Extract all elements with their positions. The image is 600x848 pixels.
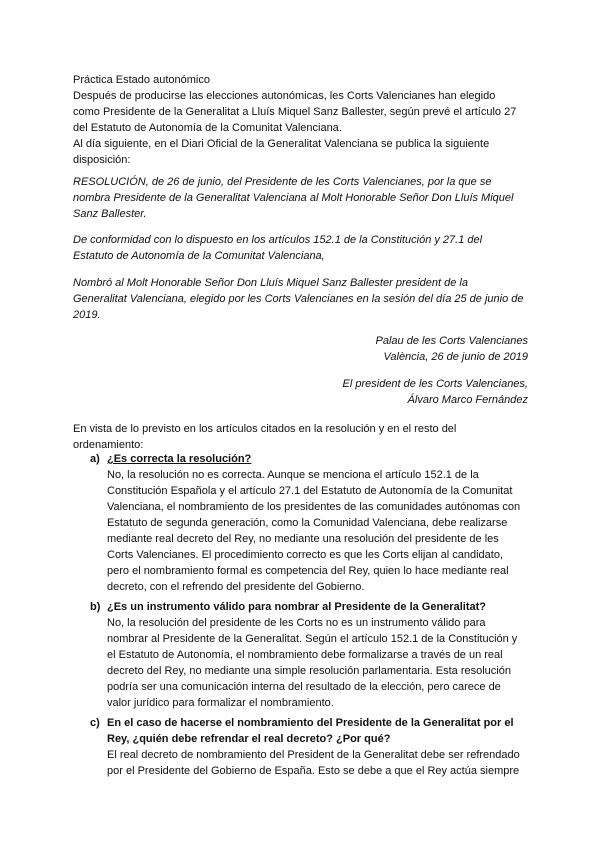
resolution-line: nombra Presidente de la Generalitat Valenciana al Molt Honorable Señor Don Lluís Miquel	[73, 192, 514, 204]
question-heading: Rey, ¿quién debe refrendar el real decreto? ¿Por qué?	[107, 733, 391, 745]
resolution-line: 2019.	[73, 309, 101, 321]
intro-line: Al día siguiente, en el Diari Oficial de la Generalitat Valenciana se publica la siguiente	[73, 138, 490, 150]
resolution-legal-basis	[73, 232, 533, 264]
resolution-line: De conformidad con lo dispuesto en los artículos 152.1 de la Constitución y 27.1 del	[73, 234, 483, 246]
question-letter: c)	[90, 717, 100, 729]
answer-line: decreto del Rey, no mediante una simple resolución parlamentaria. Esta resolución	[107, 665, 511, 677]
intro-line: del Estatuto de Autonomía de la Comunitat Valenciana.	[73, 122, 342, 134]
answer-line: el Estatuto de Autonomía, el nombramiento debe formalizarse a través de un real	[107, 649, 503, 661]
question-heading: ¿Es un instrumento válido para nombrar al Presidente de la Generalitat?	[107, 601, 486, 613]
resolution-place-date	[300, 333, 528, 365]
answer-line: valor jurídico para formalizar el nombramiento.	[107, 697, 334, 709]
resolution-heading	[73, 174, 533, 222]
resolution-line: Generalitat Valenciana, elegido por les Corts Valencianes en la sesión del día 25 de junio de	[73, 293, 524, 305]
intro-paragraph	[73, 88, 533, 168]
resolution-line: Sanz Ballester.	[73, 208, 147, 220]
answer-line: Corts Valencianes. El procedimiento correcto es que les Corts elijan al candidato,	[107, 549, 503, 561]
answer-line: mediante real decreto del Rey, no mediante una resolución del presidente de les	[107, 533, 499, 545]
title-line: Práctica Estado autonómico	[73, 74, 210, 86]
answer-line: No, la resolución del presidente de les Corts no es un instrumento válido para	[107, 617, 486, 629]
question-heading: ¿Es correcta la resolución?	[107, 453, 252, 465]
signature-name: Álvaro Marco Fernández	[407, 394, 528, 406]
answer-line: decreto, con el refrendo del presidente del Gobierno.	[107, 581, 365, 593]
answer-line: pero el nombramiento formal es competencia del Rey, quien lo hace mediante real	[107, 565, 509, 577]
signature-role: El president de les Corts Valencianes,	[342, 378, 528, 390]
answer-line: nombrar al Presidente de la Generalitat. Según el artículo 152.1 de la Constitución y	[107, 633, 518, 645]
answer-line: Constitución Española y el artículo 27.1 del Estatuto de Autonomía de la Comunitat	[107, 485, 513, 497]
question-heading: En el caso de hacerse el nombramiento del Presidente de la Generalitat por el	[107, 717, 514, 729]
question-letter: a)	[90, 453, 100, 465]
answer-line: El real decreto de nombramiento del President de la Generalitat debe ser refrendado	[107, 749, 520, 761]
lead-line: En vista de lo previsto en los artículos citados en la resolución y en el resto del	[73, 423, 457, 435]
questions-lead	[73, 421, 533, 453]
intro-line: Después de producirse las elecciones autonómicas, les Corts Valencianes han elegido	[73, 90, 496, 102]
resolution-signature	[300, 376, 528, 408]
resolution-line: Nombró al Molt Honorable Señor Don Lluís Miquel Sanz Ballester president de la	[73, 277, 468, 289]
answer-line: podría ser una comunicación interna del resultado de la elección, pero carece de	[107, 681, 501, 693]
answer-line: Estatuto de segunda generación, como la Comunidad Valenciana, debe realizarse	[107, 517, 508, 529]
lead-line: ordenamiento:	[73, 439, 144, 451]
intro-line: disposición:	[73, 154, 131, 166]
resolution-line: RESOLUCIÓN, de 26 de junio, del Presidente de les Corts Valencianes, por la que se	[73, 176, 492, 188]
resolution-appointment	[73, 275, 533, 323]
place-line: Palau de les Corts Valencianes	[375, 335, 528, 347]
answer-line: por el Presidente del Gobierno de España. Esto se debe a que el Rey actúa siempre	[107, 765, 520, 777]
date-line: València, 26 de junio de 2019	[383, 351, 528, 363]
intro-line: como Presidente de la Generalitat a Lluís Miquel Sanz Ballester, según prevé el artículo 27	[73, 106, 517, 118]
answer-line: No, la resolución no es correcta. Aunque se menciona el artículo 152.1 de la	[107, 469, 479, 481]
question-letter: b)	[90, 601, 101, 613]
page-title	[73, 72, 533, 88]
resolution-line: Estatuto de Autonomía de la Comunitat Valenciana,	[73, 250, 325, 262]
answer-line: Valenciana, el nombramiento de los presidentes de las comunidades autónomas con	[107, 501, 521, 513]
